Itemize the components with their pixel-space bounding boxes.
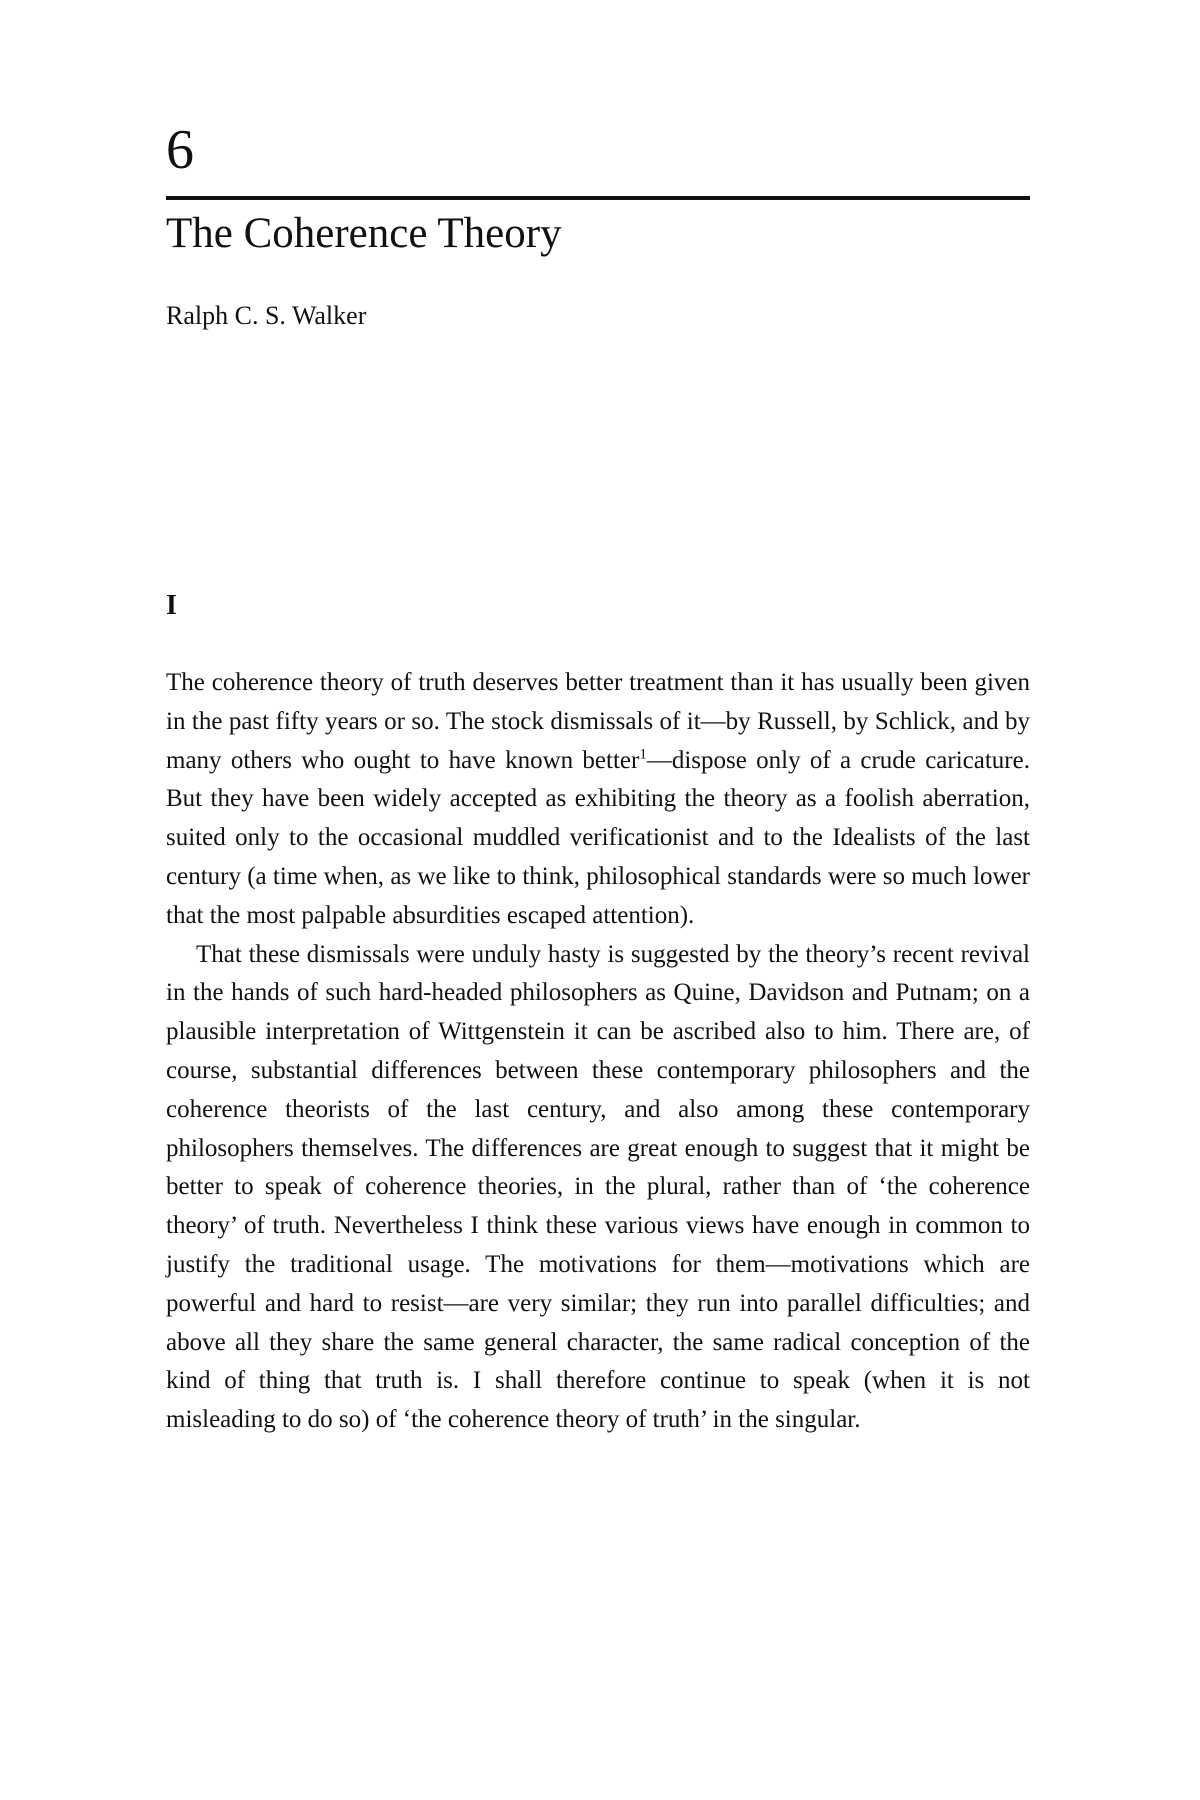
paragraph-1 [166,664,1030,936]
section-numeral: I [166,590,177,621]
chapter-title: The Coherence Theory [166,210,562,257]
body-text [166,664,1030,1440]
paragraph-1-text-before-note: The coherence theory of truth deserves better treatment than it has usually been given in the past fifty years or so. The stock dismissals of it—by Russell, by Schlick, and by many others who ought to have known better [166,669,1030,774]
paragraph-1-text-after-note: —dispose only of a crude caricature. But they have been widely accepted as exhibiting the theory as a foolish aberration, suited only to the occasional muddled verificationist and to the Idealists of the last century (a time when, as we like to think, philosophical standards were so much lower that the most palpable absurdities escaped attention). [166,746,1030,929]
footnote-reference[interactable]: 1 [639,746,647,763]
chapter-author: Ralph C. S. Walker [166,301,367,330]
chapter-rule [166,196,1030,200]
paragraph-2: That these dismissals were unduly hasty is suggested by the theory’s recent revival in the hands of such hard-headed philosophers as Quine, Davidson and Putnam; on a plausible interpretation of Wittgenstein it can be ascribed also to him. There are, of course, substantial differences between these contemporary philosophers and the coherence theorists of the last century, and also among these contemporary philosophers themselves. The differences are great enough to suggest that it might be better to speak of coherence theories, in the plural, rather than of ‘the coherence theory’ of truth. Nevertheless I think these various views have enough in common to justify the traditional usage. The motivations for them—motivations which are powerful and hard to resist—are very similar; they run into parallel difficulties; and above all they share the same general character, the same radical conception of the kind of thing that truth is. I shall therefore continue to speak (when it is not misleading to do so) of ‘the coherence theory of truth’ in the singular. [166,940,1030,1434]
chapter-number: 6 [166,119,194,181]
